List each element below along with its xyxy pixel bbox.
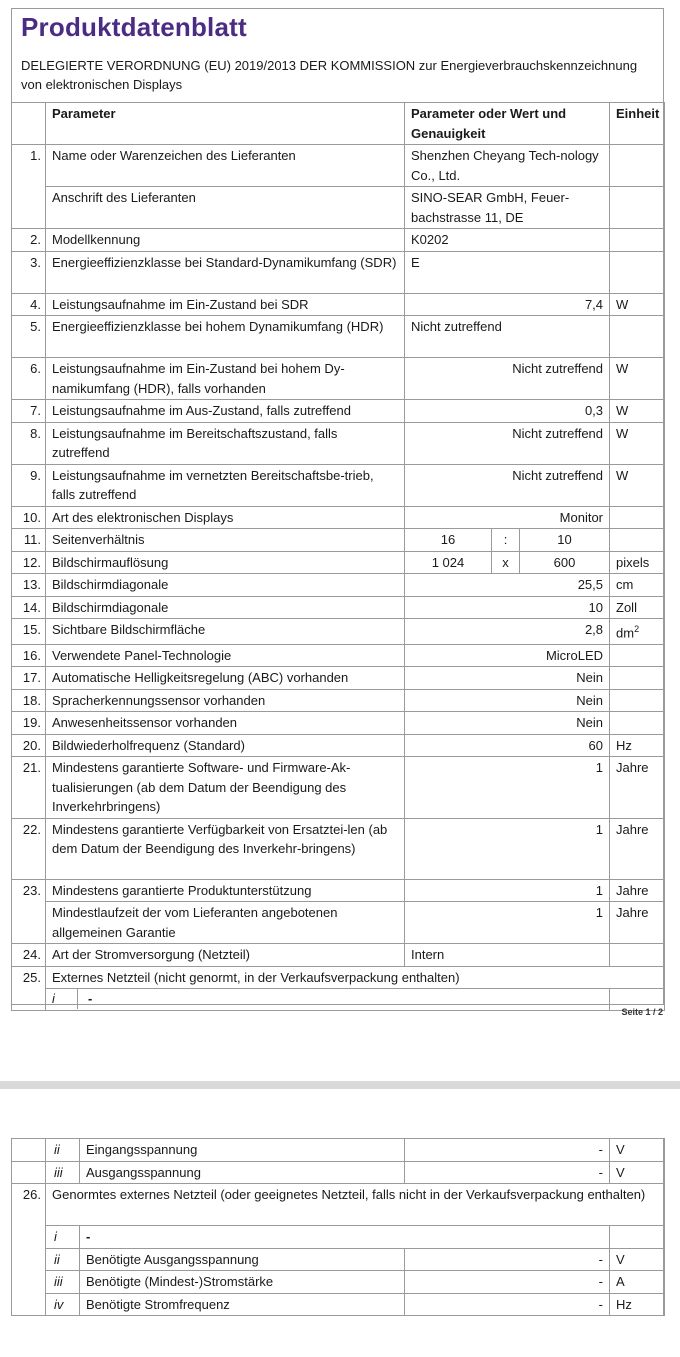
row-parameter: Bildschirmdiagonale xyxy=(46,596,405,619)
row-number: 16. xyxy=(12,644,46,667)
unit-superscript: 2 xyxy=(634,624,640,634)
table-row xyxy=(12,1139,665,1162)
row-parameter: Seitenverhältnis xyxy=(46,529,405,552)
row-number xyxy=(12,902,46,944)
row-value: 60 xyxy=(405,734,610,757)
table-row xyxy=(12,1184,665,1226)
table-row xyxy=(12,734,665,757)
row-parameter: Genormtes externes Netzteil (oder geeignetes Netzteil, falls nicht in der Verkaufsverpackung enthalten) xyxy=(46,1184,665,1226)
row-parameter: Mindestens garantierte Software- und Firmware-Ak-tualisierungen (ab dem Datum der Beendigung des Inverkehrbringens) xyxy=(46,757,405,819)
row-value: Intern xyxy=(405,944,610,967)
row-unit: Zoll xyxy=(610,596,665,619)
table-row xyxy=(12,596,665,619)
row-number: 22. xyxy=(12,818,46,879)
row-parameter: Anschrift des Lieferanten xyxy=(46,187,405,229)
row-unit xyxy=(610,229,665,252)
row-parameter: Anwesenheitssensor vorhanden xyxy=(46,712,405,735)
row-value: Nicht zutreffend xyxy=(405,316,610,358)
row-number xyxy=(12,1293,46,1316)
sub-row xyxy=(46,989,610,1011)
table-row xyxy=(12,187,665,229)
table-row xyxy=(12,1226,665,1249)
row-value: 0,3 xyxy=(405,400,610,423)
table-row xyxy=(12,712,665,735)
page-separator xyxy=(0,1081,680,1089)
row-number: 23. xyxy=(12,879,46,902)
row-parameter: Name oder Warenzeichen des Lieferanten xyxy=(46,145,405,187)
row-value: Shenzhen Cheyang Tech-nology Co., Ltd. xyxy=(405,145,610,187)
row-parameter: Benötigte (Mindest-)Stromstärke xyxy=(80,1271,405,1294)
row-unit: W xyxy=(610,400,665,423)
row-unit: cm xyxy=(610,574,665,597)
row-value: - xyxy=(405,1139,610,1162)
table-row xyxy=(12,818,665,879)
row-unit: Hz xyxy=(610,734,665,757)
row-unit: Jahre xyxy=(610,757,665,819)
row-number: 19. xyxy=(12,712,46,735)
row-unit: V xyxy=(610,1161,665,1184)
row-unit: Jahre xyxy=(610,818,665,879)
row-value: 10 xyxy=(405,596,610,619)
row-value: Nein xyxy=(405,712,610,735)
sub-value: - xyxy=(80,1226,610,1249)
table-row xyxy=(12,1271,665,1294)
row-parameter: Leistungsaufnahme im Ein-Zustand bei hohem Dy-namikumfang (HDR), falls vorhanden xyxy=(46,358,405,400)
row-value: Nicht zutreffend xyxy=(405,358,610,400)
row-number: 24. xyxy=(12,944,46,967)
sub-index: i xyxy=(46,1226,80,1249)
row-unit xyxy=(610,251,665,293)
header-parameter: Parameter xyxy=(46,103,405,145)
row-parameter: Bildschirmauflösung xyxy=(46,551,405,574)
regulation-subtitle: DELEGIERTE VERORDNUNG (EU) 2019/2013 DER KOMMISSION zur Energieverbrauchskennzeichnung von elektronischen Displays xyxy=(21,58,638,92)
table-row xyxy=(12,879,665,902)
table-row xyxy=(12,1293,665,1316)
row-unit: W xyxy=(610,422,665,464)
row-unit xyxy=(610,712,665,735)
table-row xyxy=(12,644,665,667)
table-row xyxy=(12,689,665,712)
table-row xyxy=(12,251,665,293)
row-parameter: Leistungsaufnahme im vernetzten Bereitschaftsbe-trieb, falls zutreffend xyxy=(46,464,405,506)
row-parameter: Energieeffizienzklasse bei hohem Dynamikumfang (HDR) xyxy=(46,316,405,358)
row-number: 1. xyxy=(12,145,46,187)
row-value: 1 xyxy=(405,902,610,944)
header-number-cell xyxy=(12,103,46,145)
row-parameter: Eingangsspannung xyxy=(80,1139,405,1162)
row-number: 18. xyxy=(12,689,46,712)
row-parameter: Externes Netzteil (nicht genormt, in der Verkaufsverpackung enthalten) xyxy=(46,966,665,989)
row-unit: Hz xyxy=(610,1293,665,1316)
row-unit: A xyxy=(610,1271,665,1294)
header-value: Parameter oder Wert und Genauigkeit xyxy=(405,103,610,145)
row-unit xyxy=(610,944,665,967)
row-unit: W xyxy=(610,358,665,400)
datasheet-page-2 xyxy=(11,1138,664,1316)
table-row xyxy=(12,529,665,552)
row-parameter: Sichtbare Bildschirmfläche xyxy=(46,619,405,645)
row-value: - xyxy=(405,1293,610,1316)
row-unit: V xyxy=(610,1248,665,1271)
row-unit xyxy=(610,644,665,667)
table-row xyxy=(12,229,665,252)
row-parameter: Leistungsaufnahme im Aus-Zustand, falls zutreffend xyxy=(46,400,405,423)
row-value: - xyxy=(405,1161,610,1184)
row-unit xyxy=(610,506,665,529)
row-number: 21. xyxy=(12,757,46,819)
sub-index: iii xyxy=(46,1271,80,1294)
row-parameter: Energieeffizienzklasse bei Standard-Dynamikumfang (SDR) xyxy=(46,251,405,293)
row-number xyxy=(12,989,46,1011)
row-unit xyxy=(610,316,665,358)
row-number: 25. xyxy=(12,966,46,989)
row-parameter: Mindestens garantierte Verfügbarkeit von Ersatztei-len (ab dem Datum der Beendigung des Inverkehr-bringens) xyxy=(46,818,405,879)
row-value: 25,5 xyxy=(405,574,610,597)
table-row xyxy=(12,316,665,358)
row-parameter: Art des elektronischen Displays xyxy=(46,506,405,529)
table-row xyxy=(12,944,665,967)
row-unit: V xyxy=(610,1139,665,1162)
row-unit: W xyxy=(610,293,665,316)
row-value: 7,4 xyxy=(405,293,610,316)
row-unit xyxy=(610,689,665,712)
row-parameter: Ausgangsspannung xyxy=(80,1161,405,1184)
table-row xyxy=(12,619,665,645)
row-value: 1 xyxy=(405,757,610,819)
table-row xyxy=(12,1161,665,1184)
table-header-row xyxy=(12,103,665,145)
row-parameter: Mindestens garantierte Produktunterstützung xyxy=(46,879,405,902)
row-number xyxy=(12,1139,46,1162)
row-number: 2. xyxy=(12,229,46,252)
row-number xyxy=(12,1161,46,1184)
row-number: 7. xyxy=(12,400,46,423)
row-unit: pixels xyxy=(610,551,665,574)
row-value: 1 xyxy=(405,818,610,879)
row-value: 2,8 xyxy=(405,619,610,645)
table-row xyxy=(12,422,665,464)
row-number: 9. xyxy=(12,464,46,506)
table-row xyxy=(12,667,665,690)
row-number: 17. xyxy=(12,667,46,690)
row-value: Nein xyxy=(405,689,610,712)
row-unit xyxy=(610,187,665,229)
row-number: 10. xyxy=(12,506,46,529)
ratio-first: 16 xyxy=(405,529,492,552)
sub-index: iii xyxy=(46,1161,80,1184)
row-value: - xyxy=(405,1271,610,1294)
row-number xyxy=(12,1248,46,1271)
row-value: E xyxy=(405,251,610,293)
row-number: 20. xyxy=(12,734,46,757)
row-number xyxy=(12,1271,46,1294)
sub-index: ii xyxy=(46,1139,80,1162)
row-unit: Jahre xyxy=(610,902,665,944)
datasheet-table xyxy=(11,102,665,1011)
header-unit: Einheit xyxy=(610,103,665,145)
row-number xyxy=(12,187,46,229)
row-number: 11. xyxy=(12,529,46,552)
datasheet-table-continued xyxy=(11,1138,665,1316)
row-parameter: Benötigte Ausgangsspannung xyxy=(80,1248,405,1271)
table-row xyxy=(12,464,665,506)
row-number: 6. xyxy=(12,358,46,400)
row-parameter: Bildwiederholfrequenz (Standard) xyxy=(46,734,405,757)
table-row xyxy=(12,400,665,423)
table-row xyxy=(12,551,665,574)
row-value: Nicht zutreffend xyxy=(405,464,610,506)
row-parameter: Leistungsaufnahme im Ein-Zustand bei SDR xyxy=(46,293,405,316)
row-unit xyxy=(610,145,665,187)
row-number: 8. xyxy=(12,422,46,464)
row-parameter: Spracherkennungssensor vorhanden xyxy=(46,689,405,712)
table-row xyxy=(12,358,665,400)
row-number: 13. xyxy=(12,574,46,597)
row-unit xyxy=(610,619,665,645)
row-unit xyxy=(610,1226,665,1249)
row-value: SINO-SEAR GmbH, Feuer-bachstrasse 11, DE xyxy=(405,187,610,229)
row-unit xyxy=(610,529,665,552)
row-value: 1 xyxy=(405,879,610,902)
row-parameter: Verwendete Panel-Technologie xyxy=(46,644,405,667)
row-parameter: Art der Stromversorgung (Netzteil) xyxy=(46,944,405,967)
row-parameter: Modellkennung xyxy=(46,229,405,252)
sub-index: iv xyxy=(46,1293,80,1316)
row-unit xyxy=(610,667,665,690)
row-value: Monitor xyxy=(405,506,610,529)
resolution-width: 1 024 xyxy=(405,551,492,574)
page-number: Seite 1 / 2 xyxy=(621,1007,663,1017)
row-number: 14. xyxy=(12,596,46,619)
row-number: 3. xyxy=(12,251,46,293)
row-value: MicroLED xyxy=(405,644,610,667)
table-row xyxy=(12,574,665,597)
row-number: 12. xyxy=(12,551,46,574)
ratio-second: 10 xyxy=(520,529,610,552)
row-number xyxy=(12,1226,46,1249)
sub-index: ii xyxy=(46,1248,80,1271)
row-number: 26. xyxy=(12,1184,46,1226)
row-unit: W xyxy=(610,464,665,506)
table-row xyxy=(12,145,665,187)
unit-text: dm xyxy=(616,625,635,641)
table-row xyxy=(12,757,665,819)
datasheet-page-1 xyxy=(11,8,664,1005)
row-value: - xyxy=(405,1248,610,1271)
resolution-separator: x xyxy=(492,551,520,574)
table-row xyxy=(12,293,665,316)
row-parameter: Automatische Helligkeitsregelung (ABC) vorhanden xyxy=(46,667,405,690)
row-parameter: Mindestlaufzeit der vom Lieferanten angebotenen allgemeinen Garantie xyxy=(46,902,405,944)
table-row xyxy=(12,506,665,529)
row-number: 15. xyxy=(12,619,46,645)
resolution-height: 600 xyxy=(520,551,610,574)
ratio-separator: : xyxy=(492,529,520,552)
row-parameter: Leistungsaufnahme im Bereitschaftszustand, falls zutreffend xyxy=(46,422,405,464)
sub-index: i xyxy=(46,989,78,1009)
table-row xyxy=(12,966,665,989)
row-value: K0202 xyxy=(405,229,610,252)
row-number: 5. xyxy=(12,316,46,358)
sub-value: - xyxy=(88,991,93,1007)
row-value: Nicht zutreffend xyxy=(405,422,610,464)
row-number: 4. xyxy=(12,293,46,316)
table-row xyxy=(12,989,665,1011)
row-unit: Jahre xyxy=(610,879,665,902)
row-parameter: Bildschirmdiagonale xyxy=(46,574,405,597)
table-row xyxy=(12,902,665,944)
row-parameter: Benötigte Stromfrequenz xyxy=(80,1293,405,1316)
table-row xyxy=(12,1248,665,1271)
page-title: Produktdatenblatt xyxy=(21,12,247,42)
row-value: Nein xyxy=(405,667,610,690)
